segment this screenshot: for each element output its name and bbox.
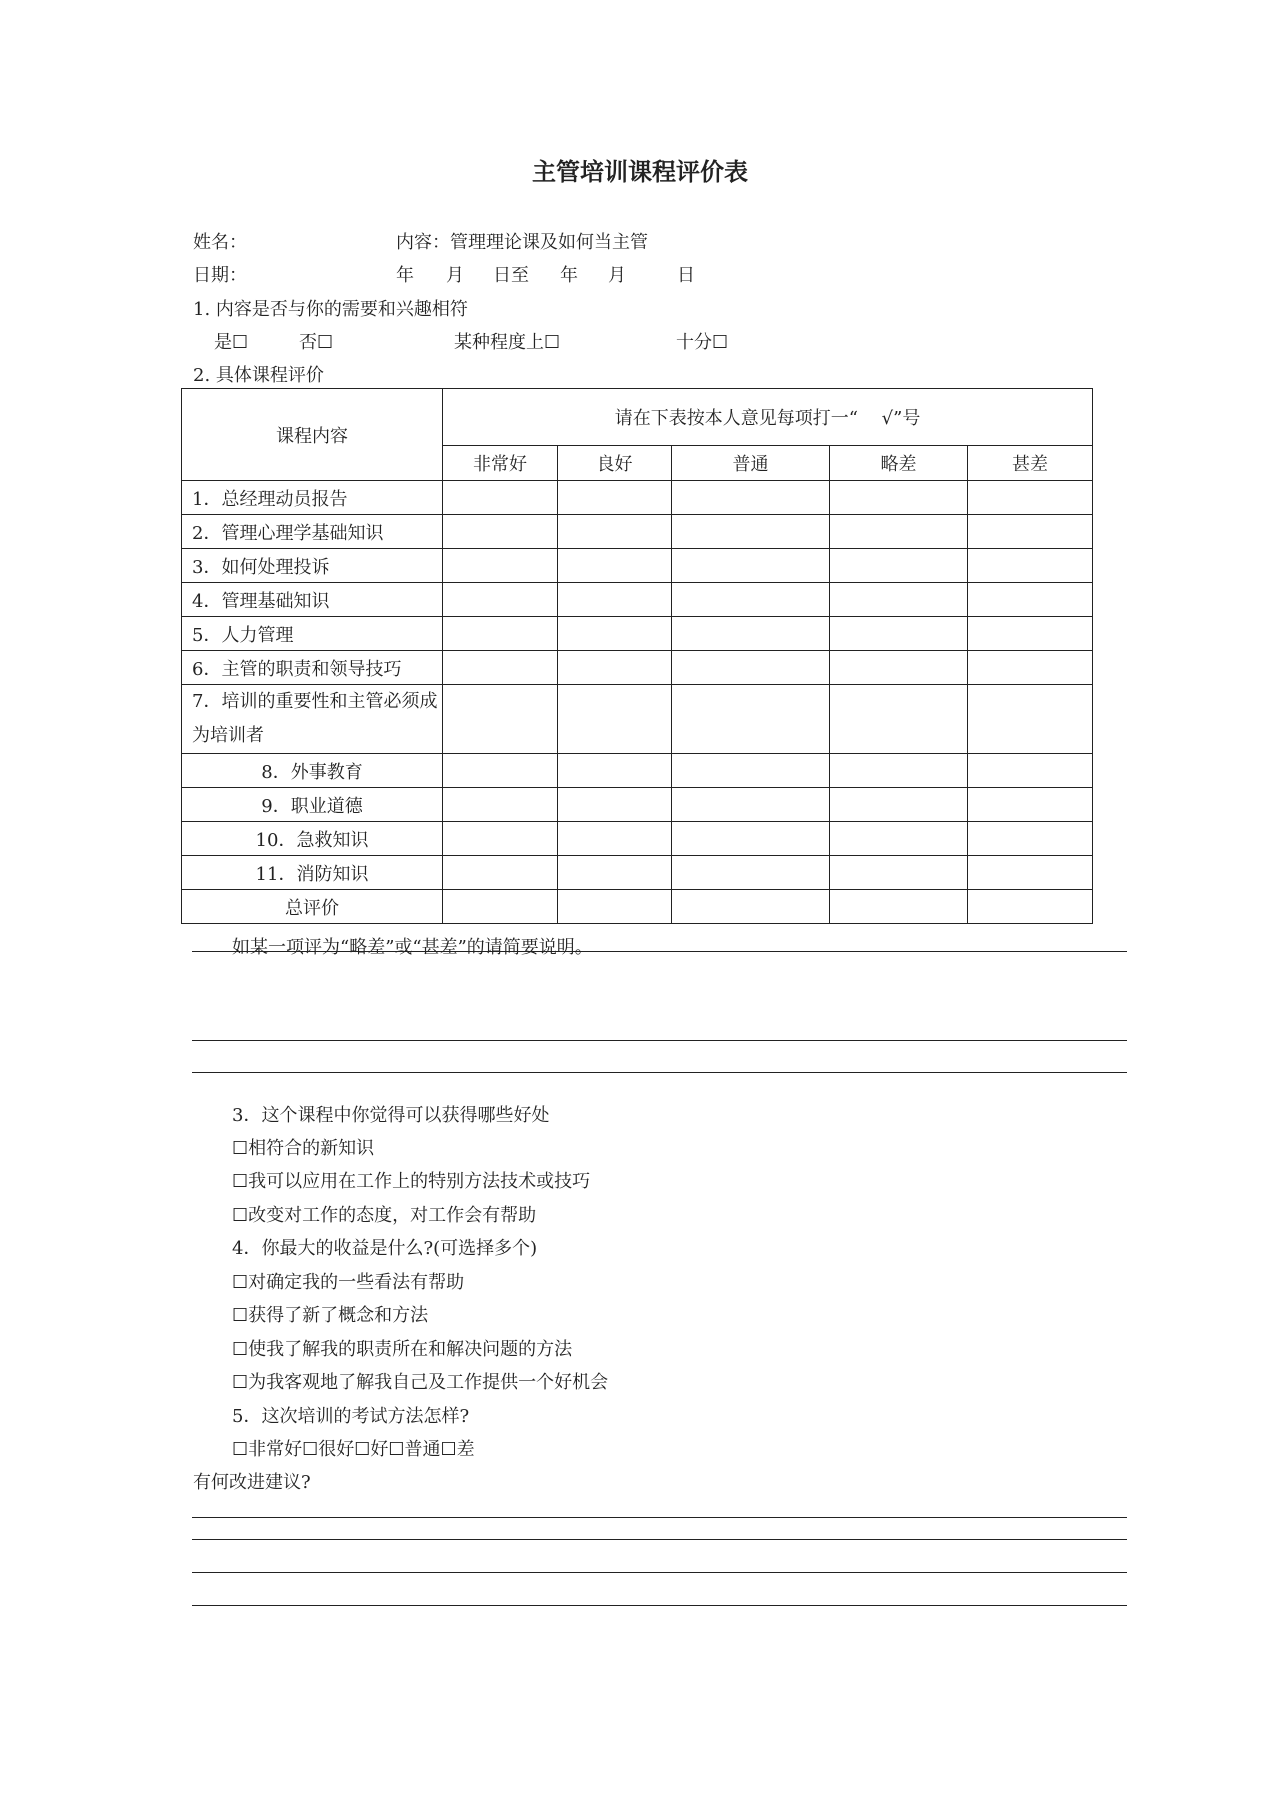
course-name: 6．主管的职责和领导技巧 bbox=[182, 651, 443, 685]
explanation-line[interactable] bbox=[192, 951, 1127, 952]
rating-cell[interactable] bbox=[443, 583, 558, 617]
rating-cell[interactable] bbox=[672, 549, 830, 583]
date-year-2: 年 bbox=[560, 265, 578, 286]
date-label: 日期： bbox=[193, 265, 247, 286]
course-name: 3．如何处理投诉 bbox=[182, 549, 443, 583]
table-row bbox=[182, 685, 1093, 754]
date-month-1: 月 bbox=[446, 265, 464, 286]
rating-cell[interactable] bbox=[443, 754, 558, 788]
rating-cell[interactable] bbox=[830, 583, 968, 617]
q1-option-yes[interactable]: 是☐ bbox=[214, 332, 249, 353]
content-label: 内容：管理理论课及如何当主管 bbox=[396, 232, 648, 253]
rating-cell[interactable] bbox=[672, 583, 830, 617]
rating-cell[interactable] bbox=[968, 583, 1093, 617]
rating-cell[interactable] bbox=[443, 788, 558, 822]
rating-cell[interactable] bbox=[672, 788, 830, 822]
q2-heading: 2. 具体课程评价 bbox=[193, 365, 324, 386]
rating-cell[interactable] bbox=[830, 890, 968, 924]
rating-cell[interactable] bbox=[968, 890, 1093, 924]
rating-cell[interactable] bbox=[968, 617, 1093, 651]
q3-option-3[interactable]: ☐改变对工作的态度，对工作会有帮助 bbox=[232, 1205, 537, 1226]
rating-cell[interactable] bbox=[558, 856, 672, 890]
rating-cell[interactable] bbox=[443, 856, 558, 890]
course-name: 7．培训的重要性和主管必须成为培训者 bbox=[182, 685, 443, 754]
q3-option-2[interactable]: ☐我可以应用在工作上的特别方法技术或技巧 bbox=[232, 1171, 591, 1192]
rating-cell[interactable] bbox=[968, 515, 1093, 549]
rating-cell[interactable] bbox=[558, 651, 672, 685]
rating-cell[interactable] bbox=[968, 856, 1093, 890]
rating-cell[interactable] bbox=[443, 515, 558, 549]
rating-cell[interactable] bbox=[558, 685, 672, 754]
explanation-note: 如某一项评为“略差”或“甚差”的请简要说明。 bbox=[232, 937, 593, 958]
rating-cell[interactable] bbox=[558, 583, 672, 617]
rating-cell[interactable] bbox=[830, 651, 968, 685]
rating-cell[interactable] bbox=[672, 754, 830, 788]
course-header: 课程内容 bbox=[182, 389, 443, 481]
q4-option-1[interactable]: ☐对确定我的一些看法有帮助 bbox=[232, 1272, 465, 1293]
course-name: 5．人力管理 bbox=[182, 617, 443, 651]
q3-option-1[interactable]: ☐相符合的新知识 bbox=[232, 1138, 375, 1159]
rating-header-average: 普通 bbox=[672, 445, 830, 480]
overall-rating-label: 总评价 bbox=[182, 890, 443, 924]
q5-question: 5．这次培训的考试方法怎样? bbox=[232, 1406, 470, 1427]
rating-cell[interactable] bbox=[443, 549, 558, 583]
q1-option-partly[interactable]: 某种程度上☐ bbox=[454, 332, 561, 353]
rating-cell[interactable] bbox=[830, 549, 968, 583]
rating-cell[interactable] bbox=[558, 890, 672, 924]
rating-cell[interactable] bbox=[443, 651, 558, 685]
rating-cell[interactable] bbox=[672, 651, 830, 685]
rating-cell[interactable] bbox=[558, 822, 672, 856]
rating-cell[interactable] bbox=[672, 515, 830, 549]
rating-cell[interactable] bbox=[830, 515, 968, 549]
q1-option-no[interactable]: 否☐ bbox=[299, 332, 334, 353]
suggestion-line[interactable] bbox=[192, 1517, 1127, 1518]
table-row bbox=[182, 583, 1093, 617]
rating-cell[interactable] bbox=[558, 617, 672, 651]
rating-cell[interactable] bbox=[558, 549, 672, 583]
explanation-line[interactable] bbox=[192, 1072, 1127, 1073]
q5-options[interactable]: ☐非常好☐很好☐好☐普通☐差 bbox=[232, 1439, 475, 1460]
rating-cell[interactable] bbox=[830, 685, 968, 754]
rating-cell[interactable] bbox=[443, 617, 558, 651]
table-row bbox=[182, 890, 1093, 924]
table-row bbox=[182, 481, 1093, 515]
suggestion-line[interactable] bbox=[192, 1539, 1127, 1540]
rating-cell[interactable] bbox=[830, 617, 968, 651]
rating-cell[interactable] bbox=[443, 890, 558, 924]
q4-option-2[interactable]: ☐获得了新了概念和方法 bbox=[232, 1305, 429, 1326]
rating-cell[interactable] bbox=[672, 685, 830, 754]
rating-cell[interactable] bbox=[558, 515, 672, 549]
rating-cell[interactable] bbox=[968, 822, 1093, 856]
q4-option-3[interactable]: ☐使我了解我的职责所在和解决问题的方法 bbox=[232, 1339, 573, 1360]
rating-cell[interactable] bbox=[672, 890, 830, 924]
q1-option-very[interactable]: 十分☐ bbox=[676, 332, 729, 353]
rating-cell[interactable] bbox=[558, 788, 672, 822]
q3-question: 3．这个课程中你觉得可以获得哪些好处 bbox=[232, 1105, 550, 1126]
page-title: 主管培训课程评价表 bbox=[532, 158, 748, 186]
rating-cell[interactable] bbox=[968, 754, 1093, 788]
date-year-1: 年 bbox=[396, 265, 414, 286]
table-row bbox=[182, 754, 1093, 788]
q1-question: 1. 内容是否与你的需要和兴趣相符 bbox=[193, 299, 468, 320]
rating-cell[interactable] bbox=[830, 788, 968, 822]
rating-header-very-poor: 甚差 bbox=[968, 445, 1093, 480]
rating-cell[interactable] bbox=[672, 617, 830, 651]
q4-question: 4．你最大的收益是什么?(可选择多个) bbox=[232, 1238, 538, 1259]
course-name: 2．管理心理学基础知识 bbox=[182, 515, 443, 549]
rating-cell[interactable] bbox=[968, 651, 1093, 685]
table-row bbox=[182, 822, 1093, 856]
rating-cell[interactable] bbox=[968, 481, 1093, 515]
course-name: 9．职业道德 bbox=[182, 788, 443, 822]
rating-cell[interactable] bbox=[558, 481, 672, 515]
table-instruction: 请在下表按本人意见每项打一“ √”号 bbox=[443, 389, 1093, 446]
rating-header-good: 良好 bbox=[558, 445, 672, 480]
rating-cell[interactable] bbox=[558, 754, 672, 788]
suggestion-line[interactable] bbox=[192, 1572, 1127, 1573]
course-name: 8．外事教育 bbox=[182, 754, 443, 788]
course-name: 11．消防知识 bbox=[182, 856, 443, 890]
date-day-2: 日 bbox=[677, 265, 695, 286]
explanation-line[interactable] bbox=[192, 1040, 1127, 1041]
date-day-to: 日至 bbox=[493, 265, 529, 286]
table-row bbox=[182, 549, 1093, 583]
rating-cell[interactable] bbox=[443, 822, 558, 856]
rating-header-excellent: 非常好 bbox=[443, 445, 558, 480]
table-row bbox=[182, 788, 1093, 822]
rating-cell[interactable] bbox=[672, 856, 830, 890]
course-name: 1．总经理动员报告 bbox=[182, 481, 443, 515]
course-name: 10．急救知识 bbox=[182, 822, 443, 856]
rating-cell[interactable] bbox=[968, 788, 1093, 822]
rating-cell[interactable] bbox=[830, 856, 968, 890]
table-row bbox=[182, 515, 1093, 549]
table-row bbox=[182, 856, 1093, 890]
suggestion-line[interactable] bbox=[192, 1605, 1127, 1606]
rating-header-poor: 略差 bbox=[830, 445, 968, 480]
q4-option-4[interactable]: ☐为我客观地了解我自己及工作提供一个好机会 bbox=[232, 1372, 609, 1393]
rating-cell[interactable] bbox=[830, 754, 968, 788]
rating-cell[interactable] bbox=[968, 685, 1093, 754]
suggestion-label: 有何改进建议? bbox=[193, 1472, 311, 1493]
rating-cell[interactable] bbox=[830, 822, 968, 856]
rating-cell[interactable] bbox=[672, 822, 830, 856]
date-month-2: 月 bbox=[608, 265, 626, 286]
rating-cell[interactable] bbox=[672, 481, 830, 515]
table-row bbox=[182, 617, 1093, 651]
course-name: 4．管理基础知识 bbox=[182, 583, 443, 617]
rating-cell[interactable] bbox=[443, 685, 558, 754]
course-evaluation-table bbox=[181, 388, 1093, 924]
rating-cell[interactable] bbox=[443, 481, 558, 515]
table-row bbox=[182, 651, 1093, 685]
rating-cell[interactable] bbox=[830, 481, 968, 515]
rating-cell[interactable] bbox=[968, 549, 1093, 583]
name-label: 姓名： bbox=[193, 232, 247, 253]
